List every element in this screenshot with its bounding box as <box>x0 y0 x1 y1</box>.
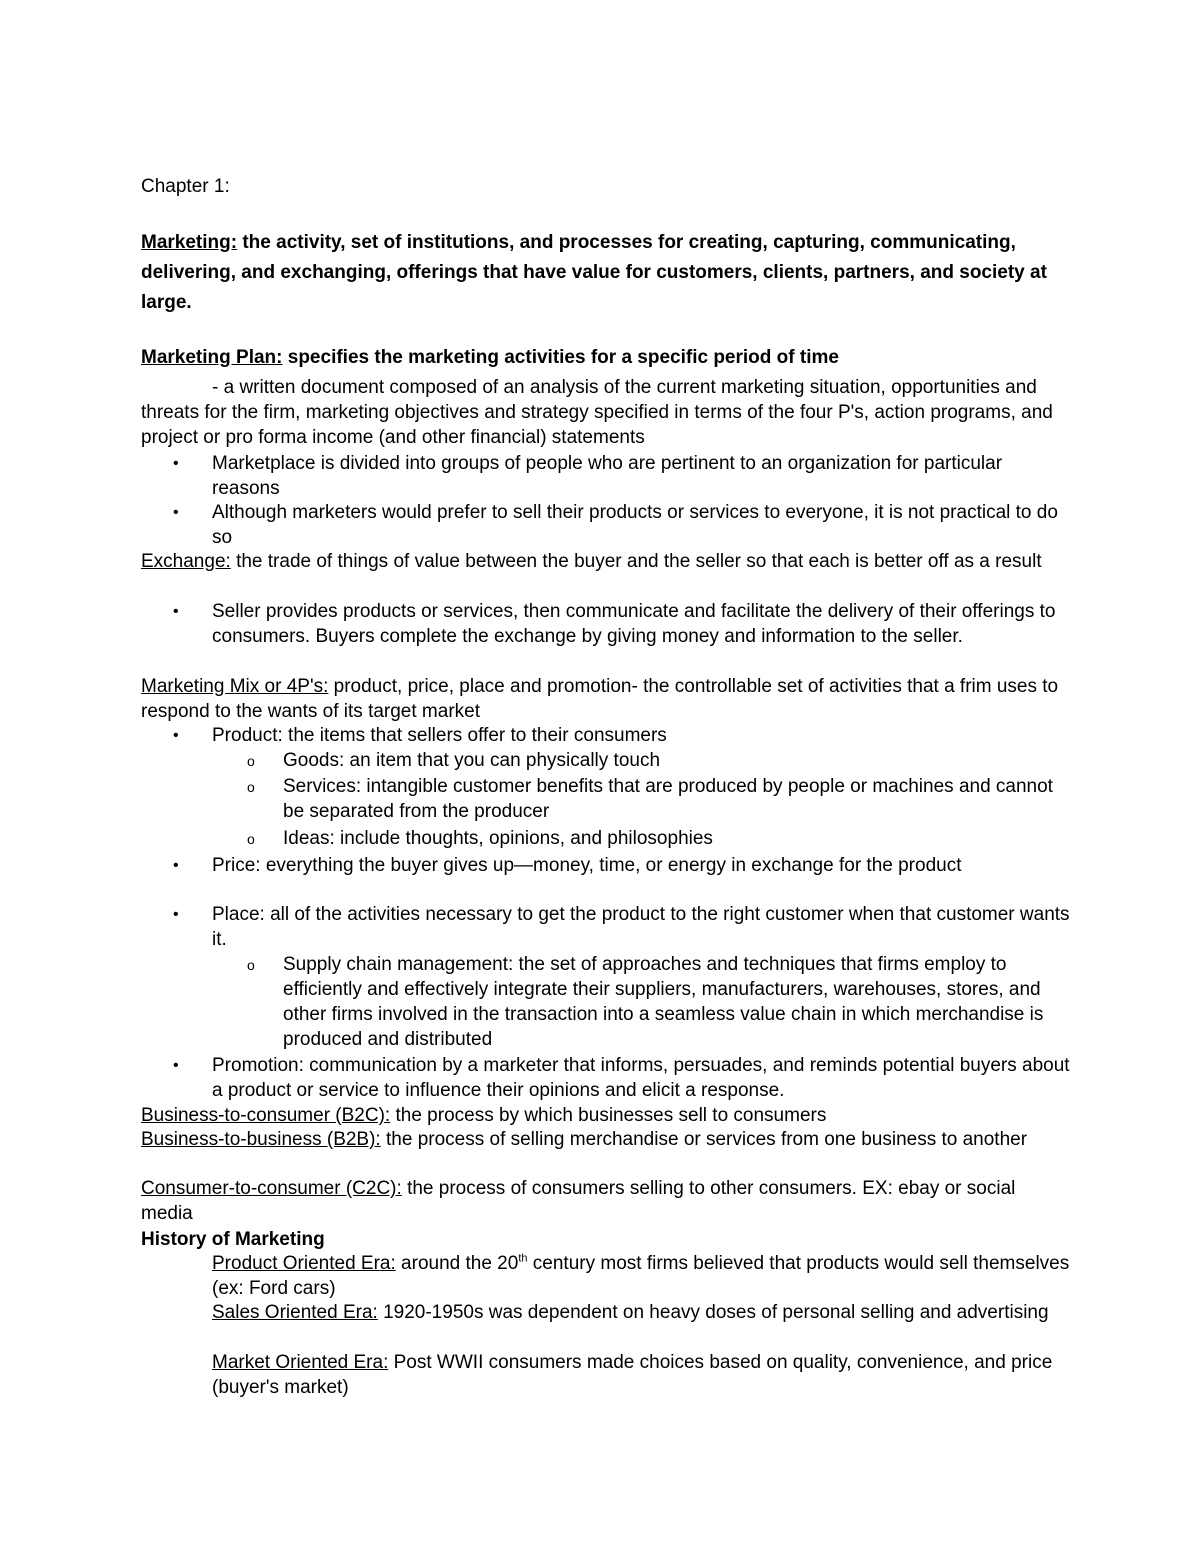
b2c-term: Business-to-consumer (B2C): <box>141 1105 391 1126</box>
bullet-icon: • <box>173 906 179 923</box>
marketing-plan-detail: - a written document composed of an analysis of the current marketing situation, opportunities and threats for the firm, marketing objectives and strategy specified in terms of the four P's, action programs, and project or pro forma income (and other financial) statements <box>141 377 1053 448</box>
sub-bullet-icon: o <box>247 779 255 795</box>
bullet-icon: • <box>173 1057 179 1074</box>
bullet-icon: • <box>173 857 179 874</box>
list-item: • Marketplace is divided into groups of people who are pertinent to an organization for particular reasons <box>173 453 1003 499</box>
c2c-term: Consumer-to-consumer (C2C): <box>141 1178 402 1199</box>
sub-list-item: o Ideas: include thoughts, opinions, and philosophies <box>283 826 1063 851</box>
product-era-term: Product Oriented Era: <box>212 1253 396 1274</box>
marketing-mix-definition: Marketing Mix or 4P's: product, price, place and promotion- the controllable set of activities that a frim uses to respond to the wants of its target market <box>141 676 1059 722</box>
bullet-icon: • <box>173 504 179 521</box>
sales-era-term: Sales Oriented Era: <box>212 1302 378 1323</box>
list-item: • Product: the items that sellers offer to their consumers <box>173 725 667 746</box>
market-era: Market Oriented Era: Post WWII consumers made choices based on quality, convenience, and price (buyer's market) <box>212 1352 1053 1398</box>
market-era-term: Market Oriented Era: <box>212 1352 389 1373</box>
exchange-term: Exchange: <box>141 551 231 572</box>
c2c-definition: Consumer-to-consumer (C2C): the process of consumers selling to other consumers. EX: ebay or social media <box>141 1178 1016 1224</box>
list-item: • Although marketers would prefer to sell their products or services to everyone, it is not practical to do so <box>173 502 1058 548</box>
list-item: • Price: everything the buyer gives up—money, time, or energy in exchange for the product <box>173 855 962 876</box>
exchange-definition: Exchange: the trade of things of value between the buyer and the seller so that each is better off as a result <box>141 551 1042 572</box>
bullet-icon: • <box>173 603 179 620</box>
b2b-term: Business-to-business (B2B): <box>141 1129 381 1150</box>
history-heading: History of Marketing <box>141 1229 325 1250</box>
bullet-icon: • <box>173 727 179 744</box>
sub-bullet-icon: o <box>247 753 255 769</box>
sub-bullet-icon: o <box>247 957 255 973</box>
marketing-plan-definition <box>141 343 1071 373</box>
sub-list-item: o Services: intangible customer benefits that are produced by people or machines and cannot be separated from the producer <box>247 776 1053 822</box>
marketing-plan-term: Marketing Plan: <box>141 347 283 368</box>
sub-bullet-icon: o <box>247 831 255 847</box>
bullet-icon: • <box>173 455 179 472</box>
chapter-title: Chapter 1: <box>141 176 230 197</box>
b2b-definition: Business-to-business (B2B): the process of selling merchandise or services from one business to another <box>141 1129 1028 1150</box>
marketing-definition <box>141 228 1071 318</box>
marketing-mix-term: Marketing Mix or 4P's: <box>141 676 329 697</box>
marketing-plan-definition-text: specifies the marketing activities for a specific period of time <box>282 347 839 368</box>
list-item: • Seller provides products or services, then communicate and facilitate the delivery of their offerings to consumers. Buyers complete the exchange by giving money and information to the seller. <box>173 601 1056 647</box>
product-era: Product Oriented Era: around the 20th century most firms believed that products would sell themselves (ex: Ford cars) <box>212 1252 1070 1299</box>
list-item: • Place: all of the activities necessary to get the product to the right customer when that customer wants it. <box>173 904 1070 950</box>
sub-list-item: o Goods: an item that you can physically touch <box>283 748 1063 773</box>
sales-era: Sales Oriented Era: 1920-1950s was dependent on heavy doses of personal selling and advertising <box>212 1302 1049 1323</box>
list-item: • Promotion: communication by a marketer that informs, persuades, and reminds potential buyers about a product or service to influence their opinions and elicit a response. <box>173 1055 1070 1101</box>
marketing-definition-text: the activity, set of institutions, and processes for creating, capturing, communicating, delivering, and exchanging, offerings that have value for customers, clients, partners, and society at large. <box>141 232 1047 313</box>
marketing-term: Marketing: <box>141 232 238 253</box>
b2c-definition: Business-to-consumer (B2C): the process by which businesses sell to consumers <box>141 1105 827 1126</box>
sub-list-item: o Supply chain management: the set of approaches and techniques that firms employ to efficiently and effectively integrate their suppliers, manufacturers, warehouses, stores, and other firms involved in the transaction into a seamless value chain in which merchandise is produced and distributed <box>247 954 1044 1050</box>
